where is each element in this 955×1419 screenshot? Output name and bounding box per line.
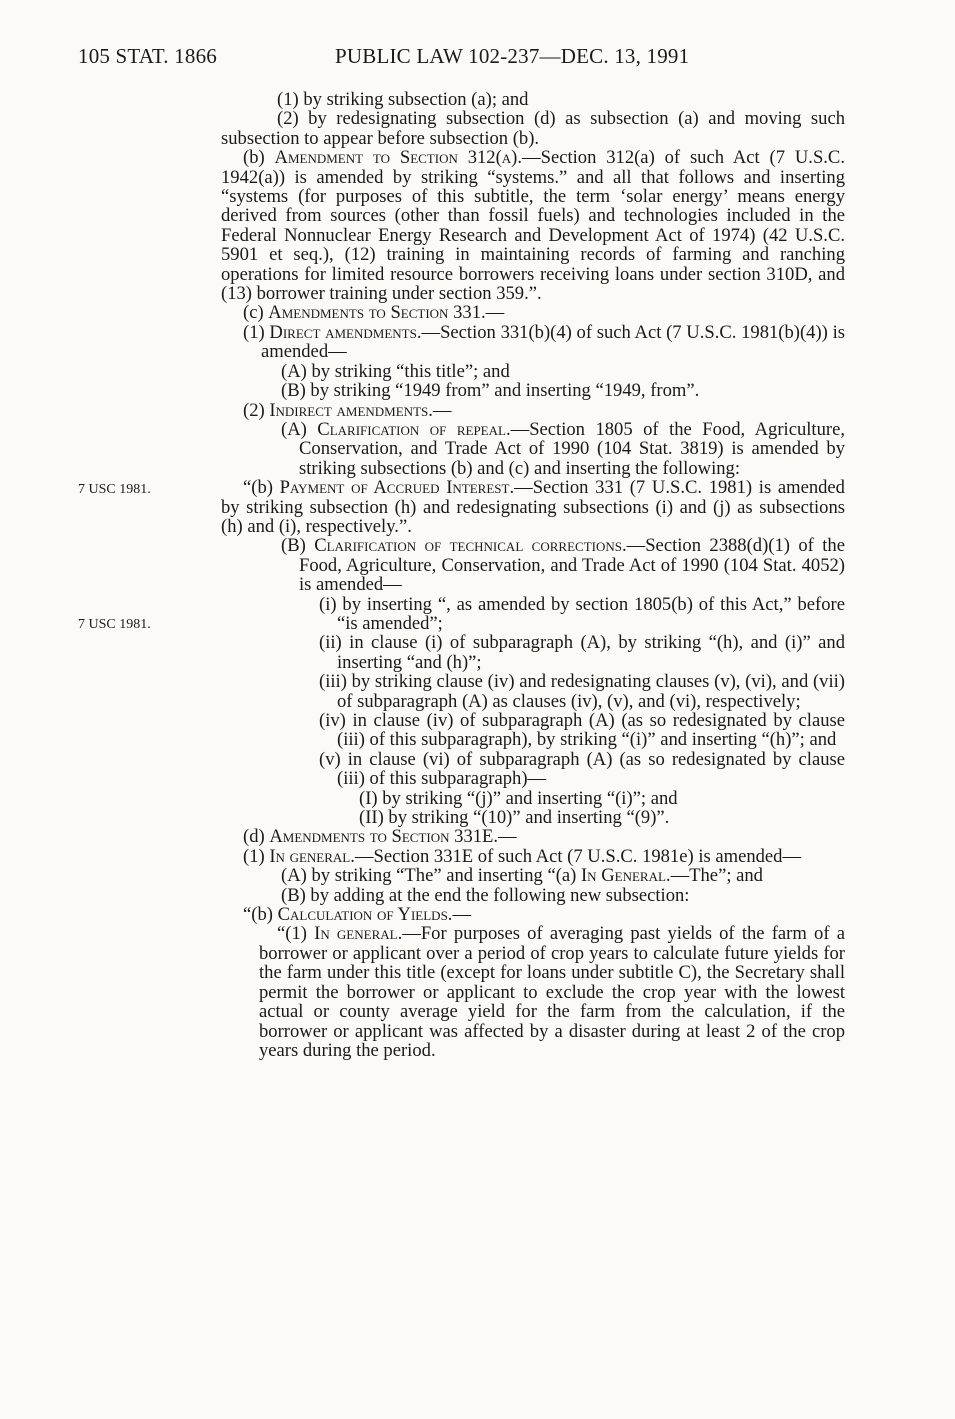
paragraph-text: —Section 331E of such Act (7 U.S.C. 1981e) is amended— — [354, 845, 802, 867]
section-heading: Payment of Accrued Interest. — [279, 477, 515, 499]
section-heading: Amendment to Section 312(a). — [274, 147, 523, 169]
paragraph-d1b: (B) by adding at the end the following new subsection: — [281, 884, 690, 906]
section-heading: In general. — [314, 923, 403, 945]
paragraph-label: (1) — [243, 845, 270, 867]
paragraph-text: —Section 331(b)(4) of such Act (7 U.S.C. 1981(b)(4)) is amended— — [261, 321, 845, 363]
stat-page-number: 105 STAT. 1866 — [78, 44, 217, 68]
section-heading: Direct amendments. — [269, 321, 422, 343]
paragraph-c1-direct-amendments — [221, 323, 845, 362]
section-heading: In general. — [269, 845, 355, 867]
section-heading: Amendments to Section 331. — [268, 302, 486, 324]
clause-i: (i) by inserting “, as amended by section 1805(b) of this Act,” before “is amended”; — [319, 593, 845, 634]
paragraph-label: (b) — [243, 147, 275, 169]
section-heading: Amendments to Section 331E. — [269, 826, 499, 848]
margin-citation-1: 7 USC 1981. — [78, 482, 151, 497]
section-heading: Calculation of Yields. — [277, 904, 453, 926]
paragraph-label: (A) — [281, 418, 318, 440]
paragraph-text: —Section 312(a) of such Act (7 U.S.C. 1942(a)) is amended by striking “systems.” and all that follows and inserting “systems (for purposes of this subtitle, the term ‘solar energy’ means energy derived from sources (other than fossil fuels) and technologies included in the Federal Nonnuclear Energy Research and Development Act of 1974) (42 U.S.C. 5901 et seq.), (12) training in maintaining records of farming and ranching operations for limited resource borrowers receiving loans under section 310D, and (13) borrower training under section 359.”. — [221, 147, 845, 305]
public-law-title: PUBLIC LAW 102-237—DEC. 13, 1991 — [335, 44, 690, 68]
paragraph-d1-in-general — [221, 847, 845, 866]
paragraph-label: (2) — [243, 399, 270, 421]
subclause-I: (I) by striking “(j)” and inserting “(i)”; and — [359, 787, 678, 809]
clause-ii: (ii) in clause (i) of subparagraph (A), by striking “(h), and (i)” and inserting “and (h)”; — [319, 632, 845, 673]
paragraph-label: “(b) — [243, 477, 280, 499]
paragraph-text: — — [498, 826, 517, 848]
paragraph-label: (c) — [243, 302, 269, 324]
paragraph-quoted-b-payment — [221, 478, 845, 536]
section-heading: In General. — [580, 865, 671, 887]
paragraph-text: —Section 1805 of the Food, Agriculture, Conservation, and Trade Act of 1990 (104 Stat. 3819) is amended by striking subsections (b) and (c) and inserting the following: — [299, 418, 845, 479]
paragraph-c2-indirect-amendments — [221, 401, 845, 420]
paragraph-d1a — [221, 866, 845, 885]
paragraph-text: — — [485, 302, 505, 324]
paragraph-text: —For purposes of averaging past yields of the farm of a borrower or applicant over a period of crop years to calculate future yields for the farm under this title (except for loans under subtitle C), the Secretary shall permit the borrower or applicant to exclude the crop year with the lowest actual or county average yield for the farm from the calculation, if the borrower or applicant was affected by a disaster during at least 2 of the crop years during the period. — [259, 923, 845, 1061]
section-heading: Clarification of technical corrections. — [314, 535, 627, 557]
paragraph-text: —The”; and — [670, 865, 763, 887]
clause-v: (v) in clause (vi) of subparagraph (A) (as so redesignated by clause (iii) of this subparagraph)— — [319, 748, 845, 790]
paragraph-quoted-b-yields — [221, 905, 845, 924]
paragraph-label: (1) — [243, 321, 270, 343]
page-header — [78, 44, 858, 76]
section-heading: Indirect amendments. — [269, 399, 433, 421]
paragraph-1: (1) by striking subsection (a); and — [277, 89, 529, 110]
paragraph-quoted-1-in-general — [221, 924, 845, 1060]
section-heading: Clarification of repeal. — [317, 418, 511, 440]
paragraph-c2a-clarification-of-repeal — [221, 420, 845, 478]
margin-citation-2: 7 USC 1981. — [78, 617, 151, 632]
paragraph-label: “(b) — [243, 904, 278, 926]
document-body — [221, 90, 845, 1060]
paragraph-d-section-331e — [221, 827, 845, 846]
paragraph-text: — — [432, 399, 452, 421]
paragraph-label: “(1) — [277, 923, 315, 945]
paragraph-label: (d) — [243, 826, 270, 848]
clause-iv: (iv) in clause (iv) of subparagraph (A) (as so redesignated by clause (iii) of this subparagraph), by striking “(i)” and inserting “(h)”; and — [319, 710, 845, 751]
paragraph-c1a: (A) by striking “this title”; and — [281, 360, 510, 382]
paragraph-text: — — [452, 904, 472, 926]
paragraph-text: (A) by striking “The” and inserting “(a) — [281, 865, 581, 887]
paragraph-2: (2) by redesignating subsection (d) as subsection (a) and moving such subsection to appear before subsection (b). — [221, 108, 845, 149]
paragraph-c2b-technical-corrections — [221, 536, 845, 594]
paragraph-text: —Section 331 (7 U.S.C. 1981) is amended by striking subsection (h) and redesignating subsections (i) and (j) as subsections (h) and (i), respectively.”. — [221, 477, 845, 537]
paragraph-c-section-331 — [221, 303, 845, 322]
paragraph-c1b: (B) by striking “1949 from” and inserting “1949, from”. — [281, 380, 700, 402]
subclause-II: (II) by striking “(10)” and inserting “(9)”. — [359, 807, 670, 829]
clause-iii: (iii) by striking clause (iv) and redesignating clauses (v), (vi), and (vii) of subparagraph (A) as clauses (iv), (v), and (vi), respectively; — [319, 671, 845, 712]
paragraph-label: (B) — [281, 535, 315, 557]
paragraph-b-section-312a — [221, 148, 845, 303]
paragraph-text: —Section 2388(d)(1) of the Food, Agriculture, Conservation, and Trade Act of 1990 (104 Stat. 4052) is amended— — [299, 535, 845, 596]
